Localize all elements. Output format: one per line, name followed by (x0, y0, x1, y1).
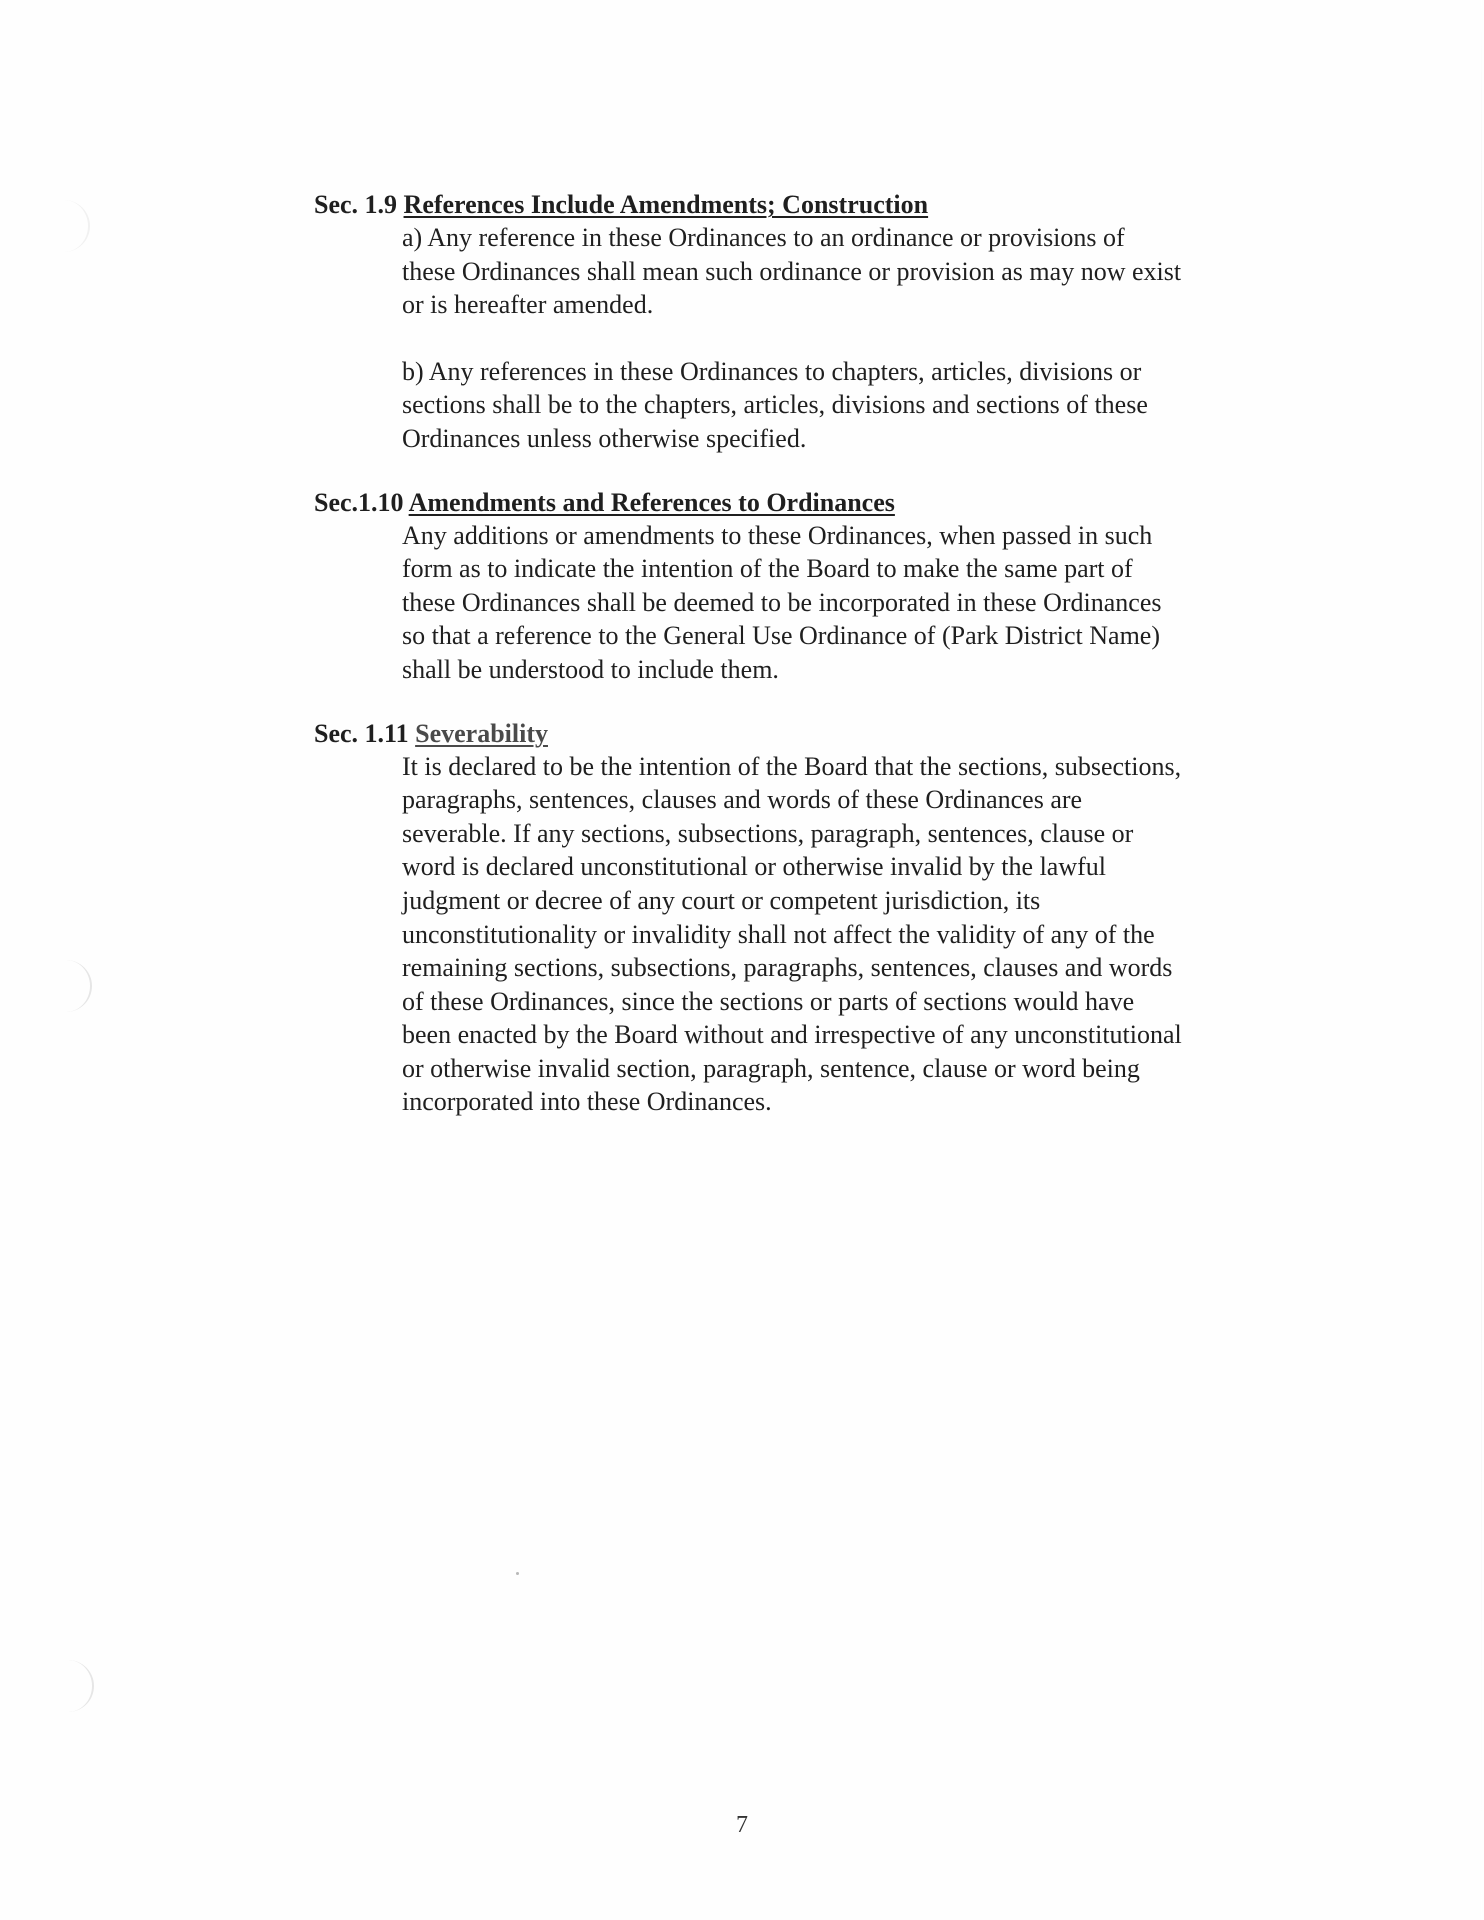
text-line: word is declared unconstitutional or otherwise invalid by the lawful (402, 852, 1106, 882)
document-body (314, 188, 1314, 1119)
text-line: paragraphs, sentences, clauses and words of these Ordinances are (402, 785, 1083, 815)
text-line: or otherwise invalid section, paragraph, sentence, clause or word being (402, 1053, 1140, 1083)
section-title: Amendments and References to Ordinances (408, 487, 895, 517)
section-title: References Include Amendments; Construction (403, 190, 929, 219)
section-heading (314, 717, 1314, 750)
paragraph (402, 519, 1302, 687)
text-line: judgment or decree of any court or competent jurisdiction, its (402, 885, 1041, 915)
scan-edge (1481, 0, 1482, 1920)
section-heading (314, 188, 1314, 221)
paragraph-a (402, 221, 1302, 322)
punch-hole-shadow (58, 200, 90, 252)
punch-hole-shadow (62, 1660, 94, 1712)
section-1-9 (314, 188, 1314, 456)
text-line: these Ordinances shall be deemed to be incorporated in these Ordinances (402, 587, 1162, 617)
section-number: Sec. 1.11 (314, 718, 409, 748)
text-line: a) Any reference in these Ordinances to an ordinance or provisions of (402, 223, 1125, 252)
text-line: shall be understood to include them. (402, 654, 779, 684)
text-line: remaining sections, subsections, paragraphs, sentences, clauses and words (402, 953, 1173, 983)
text-line: form as to indicate the intention of the Board to make the same part of (402, 554, 1133, 584)
section-title: Severability (415, 718, 548, 748)
paragraph (402, 750, 1302, 1120)
text-line: so that a reference to the General Use Ordinance of (Park District Name) (402, 621, 1160, 651)
scan-speck (516, 1572, 519, 1575)
section-number: Sec. 1.9 (314, 190, 398, 219)
text-line: Any additions or amendments to these Ordinances, when passed in such (402, 520, 1153, 550)
text-line: severable. If any sections, subsections, paragraph, sentences, clause or (402, 818, 1134, 848)
text-line: Ordinances unless otherwise specified. (402, 423, 807, 453)
section-number: Sec.1.10 (314, 487, 404, 517)
text-line: or is hereafter amended. (402, 290, 654, 320)
paragraph-b (402, 355, 1302, 456)
section-1-11 (314, 717, 1314, 1120)
text-line: incorporated into these Ordinances. (402, 1087, 772, 1117)
text-line: b) Any references in these Ordinances to chapters, articles, divisions or (402, 356, 1142, 386)
page-number: 7 (736, 1812, 748, 1838)
text-line: been enacted by the Board without and irrespective of any unconstitutional (402, 1020, 1182, 1050)
text-line: these Ordinances shall mean such ordinance or provision as may now exist (402, 256, 1182, 286)
section-1-10 (314, 486, 1314, 687)
section-heading (314, 486, 1314, 519)
text-line: of these Ordinances, since the sections or parts of sections would have (402, 986, 1135, 1016)
text-line: sections shall be to the chapters, articles, divisions and sections of these (402, 390, 1148, 420)
text-line: unconstitutionality or invalidity shall not affect the validity of any of the (402, 919, 1155, 949)
punch-hole-shadow (60, 960, 92, 1012)
text-line: It is declared to be the intention of the Board that the sections, subsections, (402, 751, 1182, 781)
